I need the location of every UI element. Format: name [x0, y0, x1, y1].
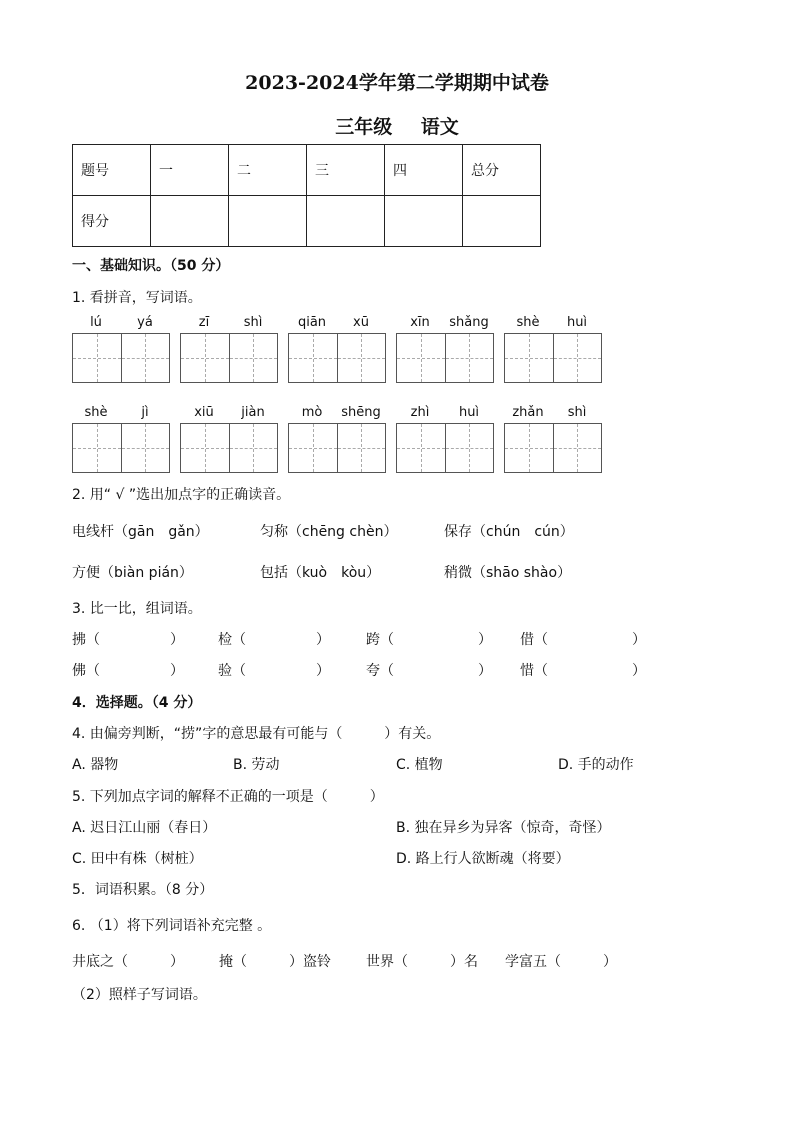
question-5-prompt: 5. 下列加点字词的解释不正确的一项是（ ）: [72, 789, 384, 805]
writing-grid[interactable]: [180, 423, 278, 473]
word-compare-item[interactable]: 验（ ）: [218, 663, 330, 679]
score-cell[interactable]: [151, 196, 229, 247]
score-table: [72, 144, 541, 247]
pronunciation-item[interactable]: 电线杆（gān gǎn）: [72, 524, 209, 540]
question-3-prompt: 3. 比一比，组词语。: [72, 601, 202, 617]
pronunciation-item[interactable]: 方便（biàn pián）: [72, 565, 193, 581]
score-table-header: 总分: [463, 145, 541, 196]
pinyin-label: mò: [301, 405, 323, 420]
pinyin-label: xiū: [194, 405, 214, 420]
pinyin-label: zhì: [410, 405, 430, 420]
choice-option[interactable]: B. 独在异乡为异客（惊奇，奇怪）: [396, 820, 611, 836]
word-compare-item[interactable]: 跨（ ）: [366, 632, 492, 648]
idiom-fill-item[interactable]: 世界（ ）名: [366, 954, 478, 970]
section-heading-basics: 一、基础知识。（50 分）: [72, 258, 230, 274]
pinyin-label: jì: [141, 405, 149, 420]
idiom-fill-item[interactable]: 井底之（ ）: [72, 954, 184, 970]
score-cell[interactable]: [463, 196, 541, 247]
writing-grid[interactable]: [288, 423, 386, 473]
pronunciation-item[interactable]: 稍微（shāo shào）: [444, 565, 572, 581]
pinyin-label: qiān: [297, 315, 327, 330]
pinyin-label: jiàn: [241, 405, 265, 420]
question-6-prompt: 6. （1）将下列词语补充完整 。: [72, 918, 272, 934]
choice-option[interactable]: A. 器物: [72, 757, 119, 773]
pinyin-label: shì: [243, 315, 263, 330]
word-compare-item[interactable]: 惜（ ）: [520, 663, 646, 679]
pinyin-label: xīn: [410, 315, 430, 330]
writing-grid[interactable]: [72, 333, 170, 383]
word-compare-item[interactable]: 夸（ ）: [366, 663, 492, 679]
idiom-fill-item[interactable]: 掩（ ）盗铃: [219, 954, 331, 970]
pinyin-label: zī: [198, 315, 210, 330]
question-6-part-2-prompt: （2）照样子写词语。: [72, 987, 207, 1003]
choice-option[interactable]: D. 手的动作: [558, 757, 634, 773]
score-table-header: 二: [229, 145, 307, 196]
section-heading-vocabulary: 5．词语积累。（8 分）: [72, 882, 214, 898]
question-2-prompt: 2. 用“ √ ”选出加点字的正确读音。: [72, 487, 291, 503]
writing-grid[interactable]: [288, 333, 386, 383]
pinyin-label: yá: [137, 315, 153, 330]
pinyin-label: shì: [567, 405, 587, 420]
word-compare-item[interactable]: 检（ ）: [218, 632, 330, 648]
choice-option[interactable]: A. 迟日江山丽（春日）: [72, 820, 217, 836]
pronunciation-item[interactable]: 包括（kuò kòu）: [260, 565, 381, 581]
choice-option[interactable]: D. 路上行人欲断魂（将要）: [396, 851, 570, 867]
writing-grid[interactable]: [180, 333, 278, 383]
pronunciation-item[interactable]: 匀称（chēng chèn）: [260, 524, 398, 540]
word-compare-item[interactable]: 佛（ ）: [72, 663, 184, 679]
pinyin-label: lú: [90, 315, 102, 330]
question-4-prompt: 4. 由偏旁判断，“捞”字的意思最有可能与（ ）有关。: [72, 726, 441, 742]
score-table-row-label: 得分: [73, 196, 151, 247]
score-table-header: 三: [307, 145, 385, 196]
word-compare-item[interactable]: 拂（ ）: [72, 632, 184, 648]
writing-grid[interactable]: [504, 423, 602, 473]
score-cell[interactable]: [229, 196, 307, 247]
pinyin-label: shēng: [341, 405, 381, 420]
pinyin-label: shè: [516, 315, 540, 330]
page-subtitle: 三年级 语文: [335, 116, 459, 138]
word-compare-item[interactable]: 借（ ）: [520, 632, 646, 648]
pinyin-label: huì: [566, 315, 588, 330]
pinyin-label: shè: [84, 405, 108, 420]
choice-option[interactable]: B. 劳动: [233, 757, 280, 773]
writing-grid[interactable]: [504, 333, 602, 383]
writing-grid[interactable]: [72, 423, 170, 473]
score-table-header: 四: [385, 145, 463, 196]
score-cell[interactable]: [307, 196, 385, 247]
page-title: 2023-2024学年第二学期期中试卷: [245, 72, 549, 94]
score-table-header: 一: [151, 145, 229, 196]
writing-grid[interactable]: [396, 333, 494, 383]
pinyin-label: huì: [458, 405, 480, 420]
idiom-fill-item[interactable]: 学富五（ ）: [505, 954, 617, 970]
pinyin-label: shǎng: [449, 315, 489, 330]
pinyin-label: zhǎn: [512, 405, 544, 420]
question-1-prompt: 1. 看拼音，写词语。: [72, 290, 202, 306]
pronunciation-item[interactable]: 保存（chún cún）: [444, 524, 574, 540]
section-heading-choice: 4．选择题。（4 分）: [72, 695, 202, 711]
score-cell[interactable]: [385, 196, 463, 247]
score-table-header: 题号: [73, 145, 151, 196]
score-table-score-row: [73, 196, 541, 247]
score-table-header-row: [73, 145, 541, 196]
pinyin-label: xū: [353, 315, 369, 330]
choice-option[interactable]: C. 田中有株（树桩）: [72, 851, 203, 867]
choice-option[interactable]: C. 植物: [396, 757, 443, 773]
writing-grid[interactable]: [396, 423, 494, 473]
